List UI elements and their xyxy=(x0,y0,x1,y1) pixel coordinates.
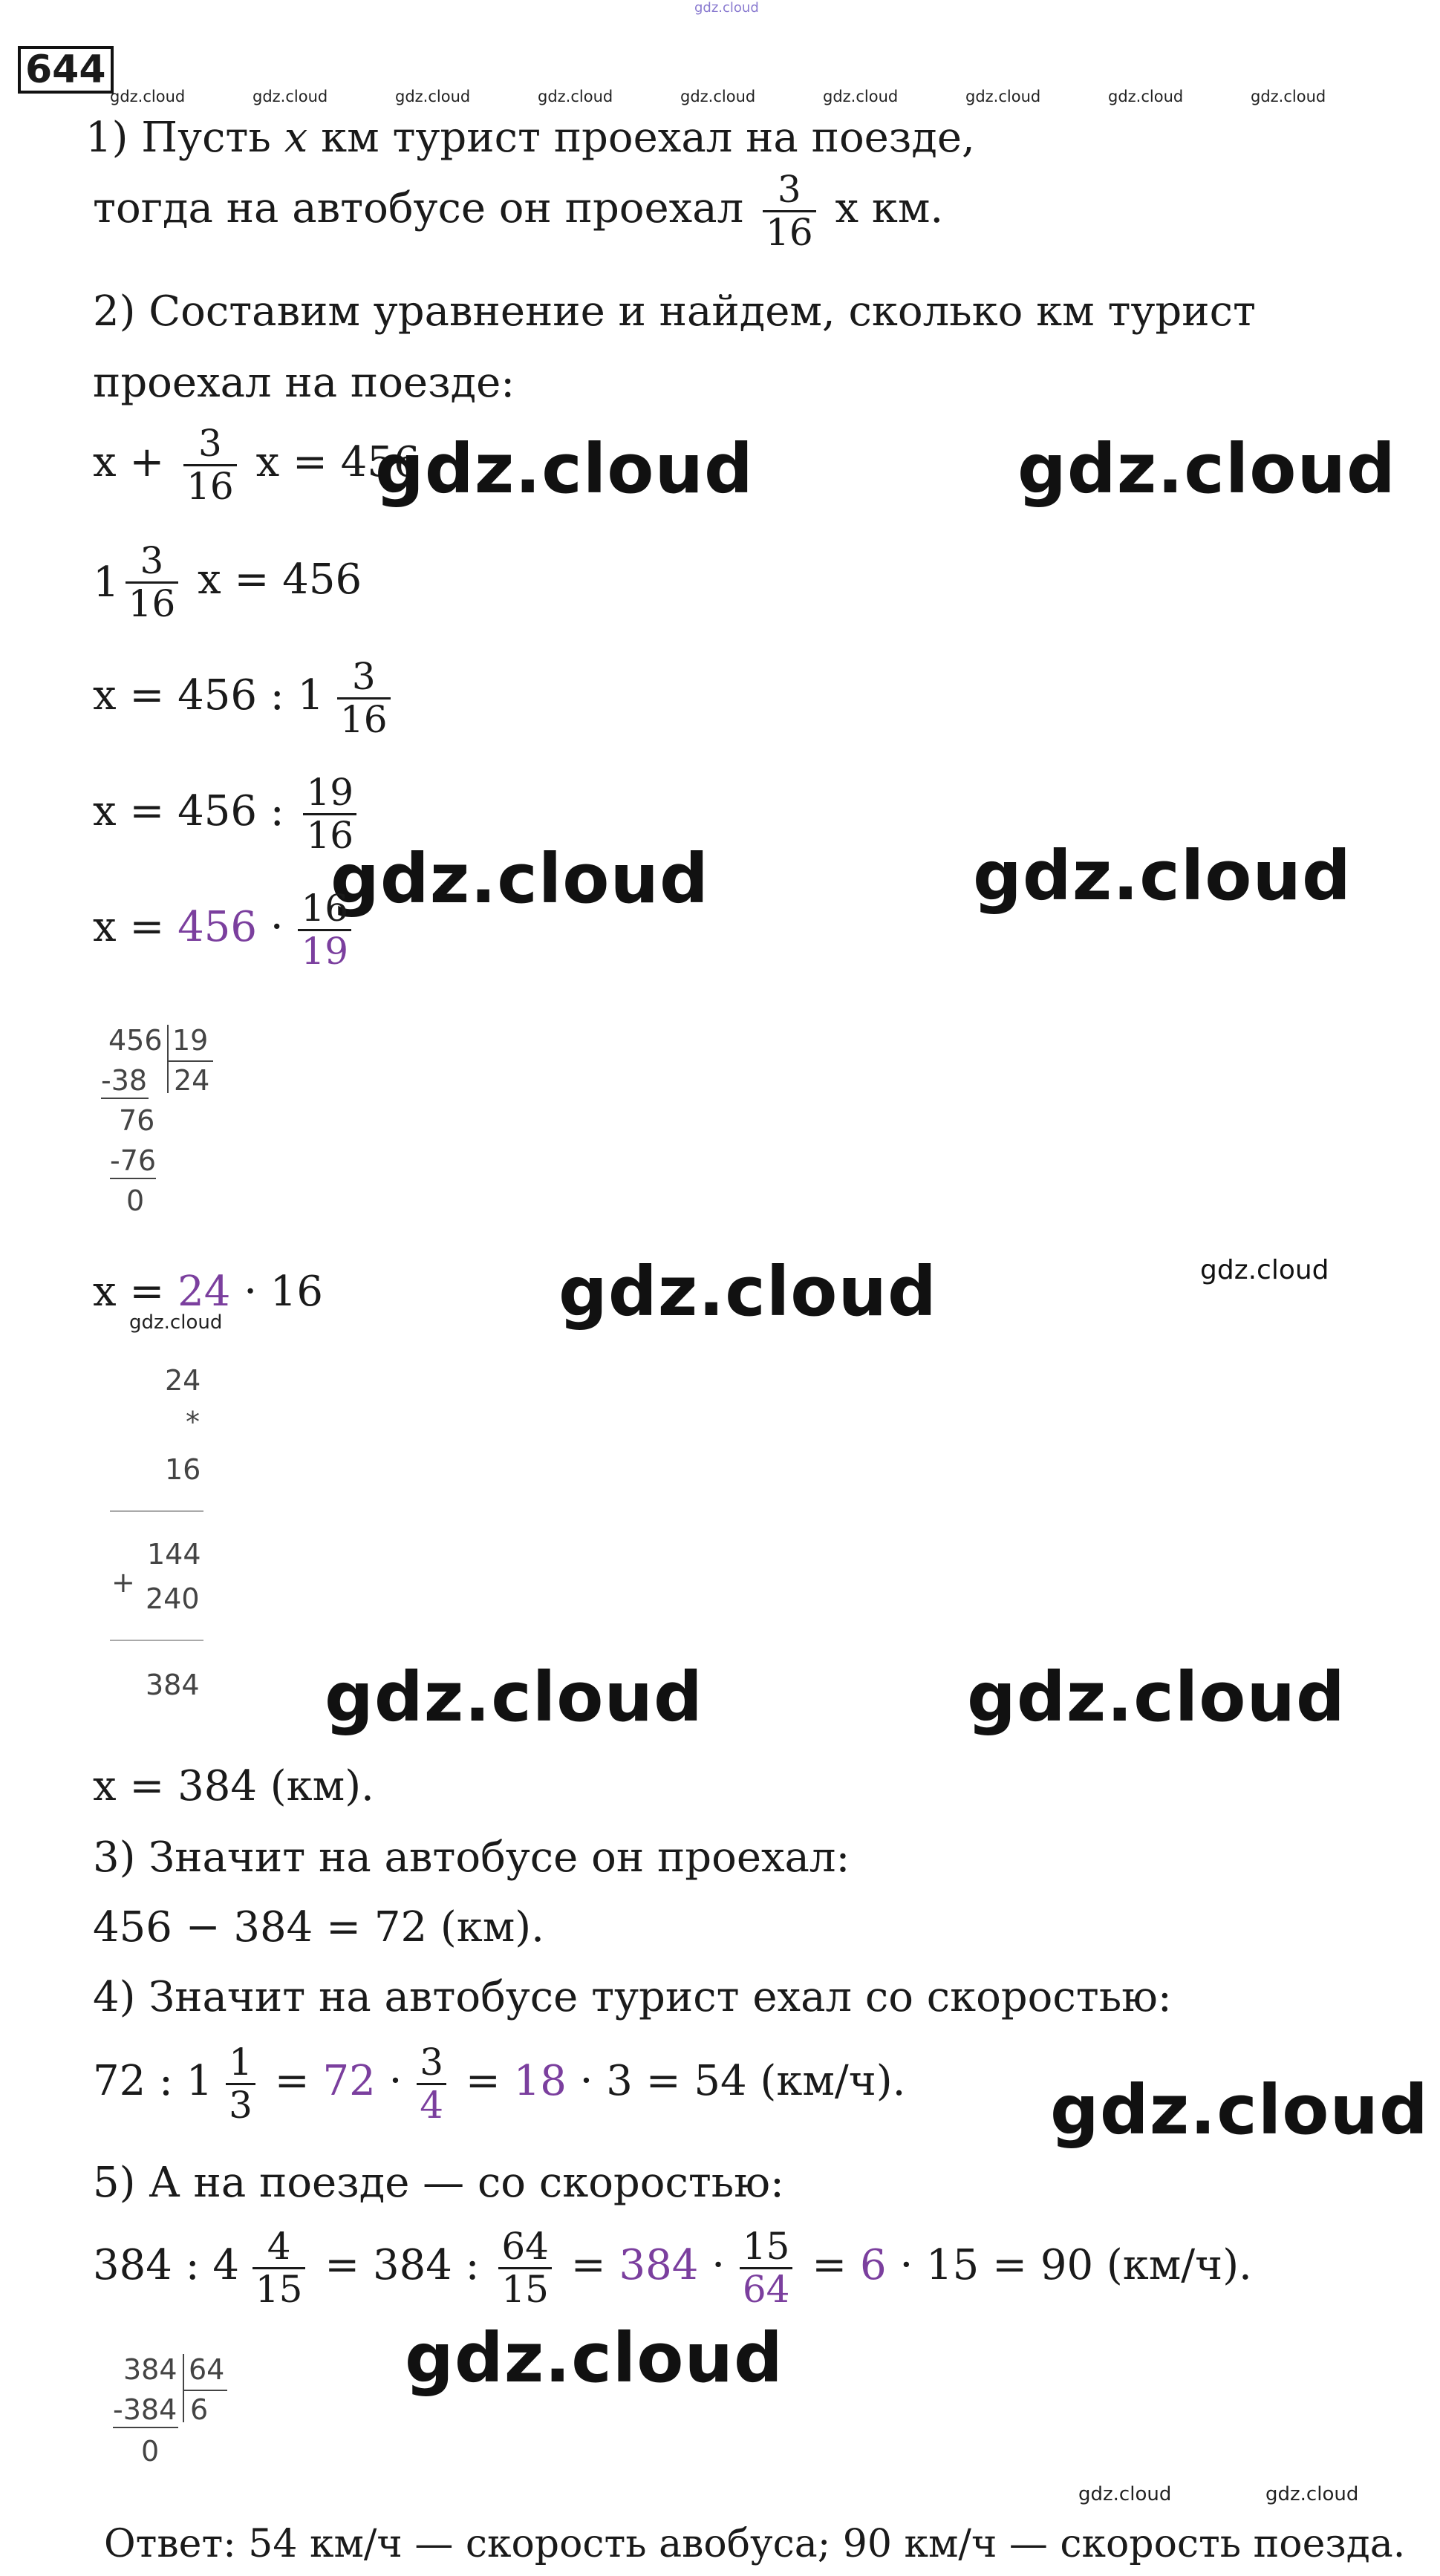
watermark-big: gdz.cloud xyxy=(558,1252,937,1331)
eq9-equals-2: = xyxy=(812,2241,847,2289)
fraction-numerator: 3 xyxy=(420,2041,444,2084)
equation-7: x = 384 (км). xyxy=(93,1762,374,1810)
step4-line1: 4) Значит на автобусе турист ехал со скоростью: xyxy=(93,1973,1172,2021)
div1-dividend: 456 xyxy=(108,1024,163,1057)
fraction-numerator: 16 xyxy=(301,887,349,930)
task-number: 644 xyxy=(18,46,114,94)
watermark-small: gdz.cloud xyxy=(965,88,1041,105)
eq8-equals: = xyxy=(274,2057,310,2105)
fraction xyxy=(126,541,179,625)
variable-x: x xyxy=(284,114,308,162)
mult-a: 24 xyxy=(165,1364,201,1397)
eq9-right: · 15 = 90 (км/ч). xyxy=(899,2241,1252,2289)
mixed-number xyxy=(93,541,184,625)
div2-dividend: 384 xyxy=(123,2353,177,2386)
mixed-whole: 1 xyxy=(93,558,120,607)
eq6-left: x = xyxy=(93,1268,165,1316)
fraction-denominator: 16 xyxy=(337,697,391,740)
step3-line2: 456 − 384 = 72 (км). xyxy=(93,1903,544,1951)
equation-3 xyxy=(93,656,397,740)
fraction-denominator: 16 xyxy=(763,210,816,253)
equation-4 xyxy=(93,772,362,856)
watermark-small: gdz.cloud xyxy=(1078,2483,1172,2505)
div2-vertical-bar xyxy=(183,2354,184,2422)
fraction-numerator: 3 xyxy=(140,539,164,582)
equation-9 xyxy=(93,2226,1252,2310)
fraction xyxy=(183,423,237,507)
fraction-denominator: 16 xyxy=(303,813,356,856)
equation-1 xyxy=(93,423,420,507)
eq9-dot: · xyxy=(711,2241,726,2289)
equation-6 xyxy=(93,1268,324,1316)
eq2-right: x = 456 xyxy=(198,555,362,604)
div1-divisor: 19 xyxy=(172,1024,209,1057)
fraction xyxy=(498,2226,552,2310)
answer-line: Ответ: 54 км/ч — скорость авобуса; 90 км/ч — скорость поезда. xyxy=(104,2522,1406,2566)
div2-horizontal-bar xyxy=(183,2390,227,2391)
eq1-left: x + xyxy=(93,438,165,486)
watermark-big: gdz.cloud xyxy=(967,1657,1346,1737)
mult-partial-1: 144 xyxy=(147,1538,201,1571)
watermark-medium: gdz.cloud xyxy=(1200,1255,1329,1285)
fraction-numerator: 3 xyxy=(198,422,222,465)
div2-underline xyxy=(113,2427,178,2428)
eq9-highlight-1: 384 xyxy=(619,2241,699,2289)
div2-rem: 0 xyxy=(141,2435,160,2468)
div1-underline-1 xyxy=(101,1098,149,1099)
eq9-highlight-2: 6 xyxy=(860,2241,887,2289)
step5-line1: 5) А на поезде — со скоростью: xyxy=(93,2159,784,2207)
mult-line-2 xyxy=(110,1640,203,1641)
eq9-left: 384 : 4 xyxy=(93,2241,239,2289)
div1-quotient: 24 xyxy=(174,1064,210,1097)
fraction xyxy=(337,656,391,740)
equation-8 xyxy=(93,2042,905,2126)
eq6-highlight: 24 xyxy=(177,1268,231,1316)
div1-vertical-bar xyxy=(167,1025,169,1093)
div1-rem2: 0 xyxy=(126,1184,145,1217)
eq9-equals: = xyxy=(570,2241,606,2289)
fraction-numerator: 4 xyxy=(267,2225,291,2268)
fraction xyxy=(740,2226,793,2310)
step1-line1 xyxy=(85,114,975,162)
fraction-numerator: 19 xyxy=(306,771,354,814)
mult-result: 384 xyxy=(146,1669,200,1701)
div2-sub1: -384 xyxy=(113,2393,177,2426)
div1-underline-2 xyxy=(110,1178,156,1179)
watermark-big: gdz.cloud xyxy=(405,2318,783,2398)
fraction-denominator: 4 xyxy=(417,2083,446,2126)
mult-line-1 xyxy=(110,1510,203,1512)
watermark-big: gdz.cloud xyxy=(325,1657,703,1737)
watermark-big: gdz.cloud xyxy=(330,839,709,919)
watermark-big: gdz.cloud xyxy=(973,836,1352,916)
watermark-small: gdz.cloud xyxy=(1251,88,1326,105)
eq8-equals-2: = xyxy=(465,2057,501,2105)
fraction-denominator: 16 xyxy=(183,464,237,507)
mult-b: 16 xyxy=(165,1453,201,1486)
watermark-small: gdz.cloud xyxy=(538,88,613,105)
step2-line2: проехал на поезде: xyxy=(93,359,515,407)
eq5-dot: · xyxy=(270,903,284,951)
top-watermark: gdz.cloud xyxy=(694,0,759,16)
equation-5 xyxy=(93,888,357,972)
watermark-small: gdz.cloud xyxy=(110,88,186,105)
mult-plus: + xyxy=(111,1566,135,1599)
eq9-mid: = 384 : xyxy=(325,2241,480,2289)
step3-line1: 3) Значит на автобусе он проехал: xyxy=(93,1833,850,1882)
fraction xyxy=(763,169,816,253)
watermark-big: gdz.cloud xyxy=(375,429,754,509)
eq5-left: x = xyxy=(93,903,165,951)
watermark-big: gdz.cloud xyxy=(1050,2070,1429,2150)
step2-line1: 2) Составим уравнение и найдем, сколько км турист xyxy=(93,287,1256,336)
fraction-denominator: 15 xyxy=(498,2267,552,2310)
fraction-numerator: 3 xyxy=(351,655,376,698)
eq8-highlight-1: 72 xyxy=(322,2057,376,2105)
fraction xyxy=(226,2042,255,2126)
watermark-small: gdz.cloud xyxy=(395,88,471,105)
step1-text-b: км турист проехал на поезде, xyxy=(321,114,975,162)
eq1-right: x = 456 xyxy=(255,438,420,486)
div1-sub1: -38 xyxy=(101,1064,148,1097)
fraction-denominator: 19 xyxy=(298,929,351,972)
watermark-small: gdz.cloud xyxy=(1265,2483,1359,2505)
fraction xyxy=(298,888,351,972)
div1-rem1: 76 xyxy=(119,1104,155,1137)
fraction xyxy=(253,2226,306,2310)
watermark-small: gdz.cloud xyxy=(129,1311,223,1334)
eq8-highlight-2: 18 xyxy=(513,2057,567,2105)
eq8-left: 72 : 1 xyxy=(93,2057,213,2105)
watermark-small: gdz.cloud xyxy=(253,88,328,105)
fraction-numerator: 15 xyxy=(742,2225,790,2268)
fraction xyxy=(417,2042,446,2126)
watermark-small: gdz.cloud xyxy=(1108,88,1184,105)
step1-text-d: x км. xyxy=(835,184,944,232)
fraction-denominator: 3 xyxy=(226,2083,255,2126)
fraction-numerator: 64 xyxy=(501,2225,549,2268)
eq3-left: x = 456 : 1 xyxy=(93,671,325,720)
div1-horizontal-bar xyxy=(167,1060,213,1062)
eq8-dot: · xyxy=(388,2057,403,2105)
eq4-left: x = 456 : xyxy=(93,787,284,835)
watermark-small: gdz.cloud xyxy=(680,88,756,105)
step1-line2 xyxy=(93,169,943,253)
fraction-numerator: 1 xyxy=(229,2041,253,2084)
mult-operator: * xyxy=(186,1406,200,1438)
div2-quotient: 6 xyxy=(190,2393,209,2426)
fraction-denominator: 16 xyxy=(126,581,179,625)
div1-sub2: -76 xyxy=(110,1144,157,1177)
div2-divisor: 64 xyxy=(189,2353,225,2386)
eq6-right: · 16 xyxy=(244,1268,324,1316)
mult-partial-2: 240 xyxy=(146,1582,200,1615)
fraction-denominator: 64 xyxy=(740,2267,793,2310)
eq8-right: · 3 = 54 (км/ч). xyxy=(579,2057,906,2105)
watermark-small: gdz.cloud xyxy=(823,88,899,105)
fraction-denominator: 15 xyxy=(253,2267,306,2310)
watermark-big: gdz.cloud xyxy=(1017,429,1396,509)
step1-text-c: тогда на автобусе он проехал xyxy=(93,184,744,232)
equation-2 xyxy=(93,541,362,625)
eq5-highlight: 456 xyxy=(177,903,258,951)
step1-text-a: 1) Пусть xyxy=(85,114,271,162)
fraction-numerator: 3 xyxy=(777,168,801,211)
